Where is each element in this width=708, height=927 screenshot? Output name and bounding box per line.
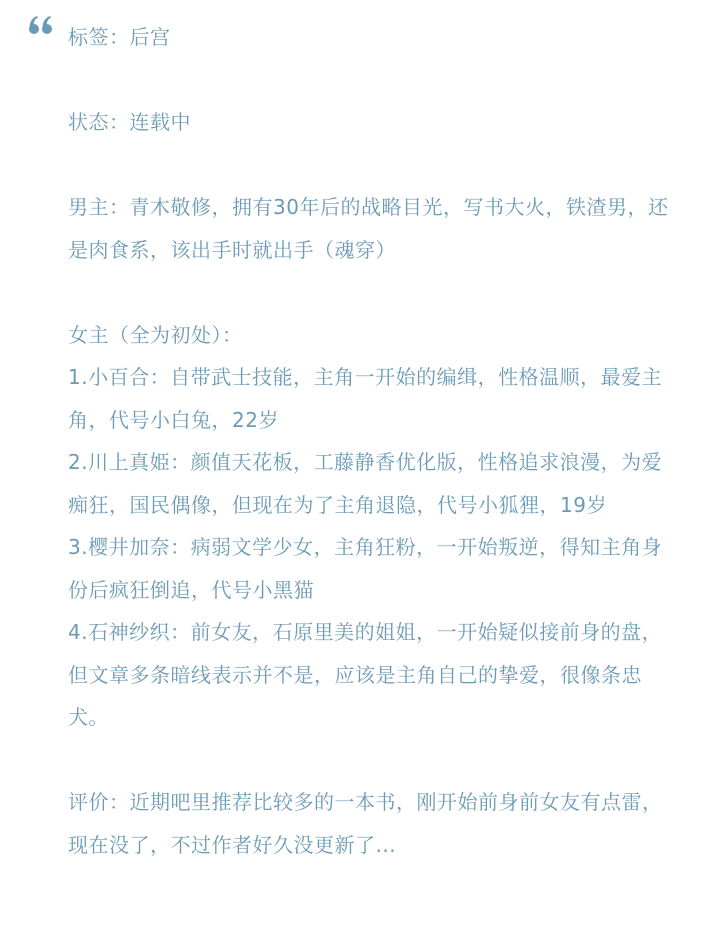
female-lead-item: 1.小百合：自带武士技能，主角一开始的编缉，性格温顺，最爱主角，代号小白兔，22岁 <box>68 365 663 432</box>
tags-line: 标签：后宫 <box>68 25 171 49</box>
quote-body <box>68 16 678 866</box>
review-paragraph: 评价：近期吧里推荐比较多的一本书，刚开始前身前女友有点雷，现在没了，不过作者好久没更新了... <box>68 790 663 857</box>
quote-mark-icon <box>28 14 54 36</box>
male-lead-paragraph: 男主：青木敬修，拥有30年后的战略目光，写书大火，铁渣男，还是肉食系，该出手时就出手（魂穿） <box>68 195 669 262</box>
status-line: 状态：连载中 <box>68 110 191 134</box>
spacer <box>68 59 678 102</box>
spacer <box>68 271 678 314</box>
female-lead-item: 2.川上真姫：颜值天花板，工藤静香优化版，性格追求浪漫，为爱痴狂，国民偶像，但现在为了主角退隐，代号小狐狸，19岁 <box>68 450 663 517</box>
spacer <box>68 739 678 782</box>
female-lead-item: 4.石神纱织：前女友，石原里美的姐姐，一开始疑似接前身的盘，但文章多条暗线表示并不是，应该是主角自己的挚爱，很像条忠犬。 <box>68 620 663 729</box>
female-leads-heading: 女主（全为初处）： <box>68 322 243 347</box>
female-lead-item: 3.樱井加奈：病弱文学少女，主角狂粉，一开始叛逆，得知主角身份后疯狂倒追，代号小黑猫 <box>68 535 663 602</box>
spacer <box>68 144 678 187</box>
